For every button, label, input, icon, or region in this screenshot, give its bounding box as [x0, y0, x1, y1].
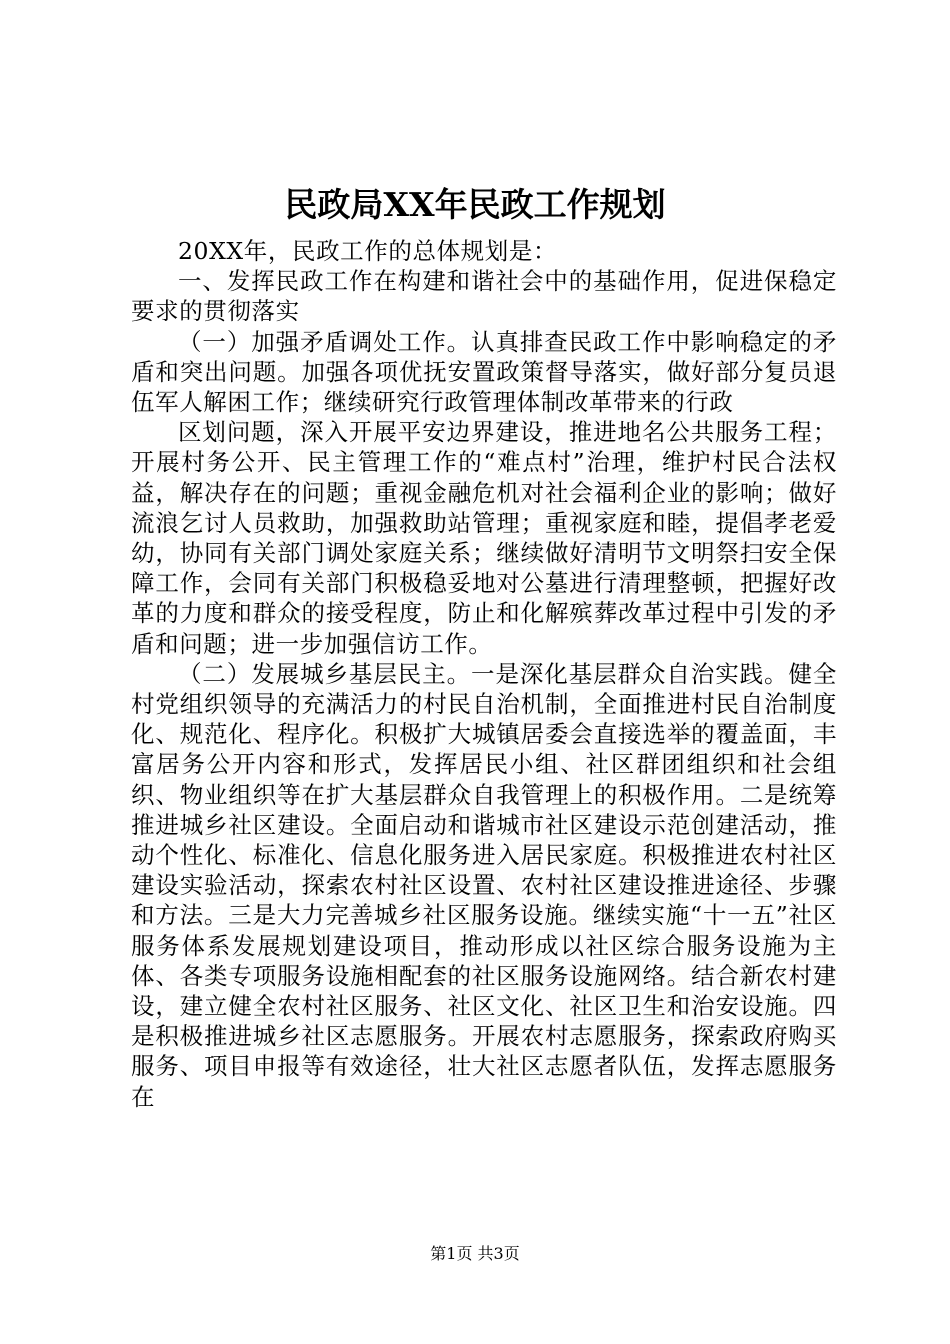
document-body: [131, 236, 837, 1112]
paragraph-intro: 20XX年，民政工作的总体规划是：: [178, 237, 558, 265]
paragraph-subsection-1: （一）加强矛盾调处工作。认真排查民政工作中影响稳定的矛盾和突出问题。加强各项优抚安置政策督导落实，做好部分复员退伍军人解困工作；继续研究行政管理体制改革带来的行政: [131, 327, 837, 417]
page-number-footer: 第1页 共3页: [430, 1244, 520, 1263]
paragraph-subsection-1-continued: 区划问题，深入开展平安边界建设，推进地名公共服务工程；开展村务公开、民主管理工作的“难点村”治理，维护村民合法权益，解决存在的问题；重视金融危机对社会福利企业的影响；做好流浪乞讨人员救助，加强救助站管理；重视家庭和睦，提倡孝老爱幼，协同有关部门调处家庭关系；继续做好清明节文明祭扫安全保障工作，会同有关部门积极稳妥地对公墓进行清理整顿，把握好改革的力度和群众的接受程度，防止和化解殡葬改革过程中引发的矛盾和问题；进一步加强信访工作。: [131, 418, 837, 658]
document-title: 民政局XX年民政工作规划: [284, 185, 666, 224]
paragraph-section-1-heading: 一、发挥民政工作在构建和谐社会中的基础作用，促进保稳定要求的贯彻落实: [131, 267, 837, 326]
paragraph-subsection-2: （二）发展城乡基层民主。一是深化基层群众自治实践。健全村党组织领导的充满活力的村民自治机制，全面推进村民自治制度化、规范化、程序化。积极扩大城镇居委会直接选举的覆盖面，丰富居务公开内容和形式，发挥居民小组、社区群团组织和社会组织、物业组织等在扩大基层群众自我管理上的积极作用。二是统筹推进城乡社区建设。全面启动和谐城市社区建设示范创建活动，推动个性化、标准化、信息化服务进入居民家庭。积极推进农村社区建设实验活动，探索农村社区设置、农村社区建设推进途径、步骤和方法。三是大力完善城乡社区服务设施。继续实施“十一五”社区服务体系发展规划建设项目，推动形成以社区综合服务设施为主体、各类专项服务设施相配套的社区服务设施网络。结合新农村建设，建立健全农村社区服务、社区文化、社区卫生和治安设施。四是积极推进城乡社区志愿服务。开展农村志愿服务，探索政府购买服务、项目申报等有效途径，壮大社区志愿者队伍，发挥志愿服务在: [131, 659, 837, 1111]
